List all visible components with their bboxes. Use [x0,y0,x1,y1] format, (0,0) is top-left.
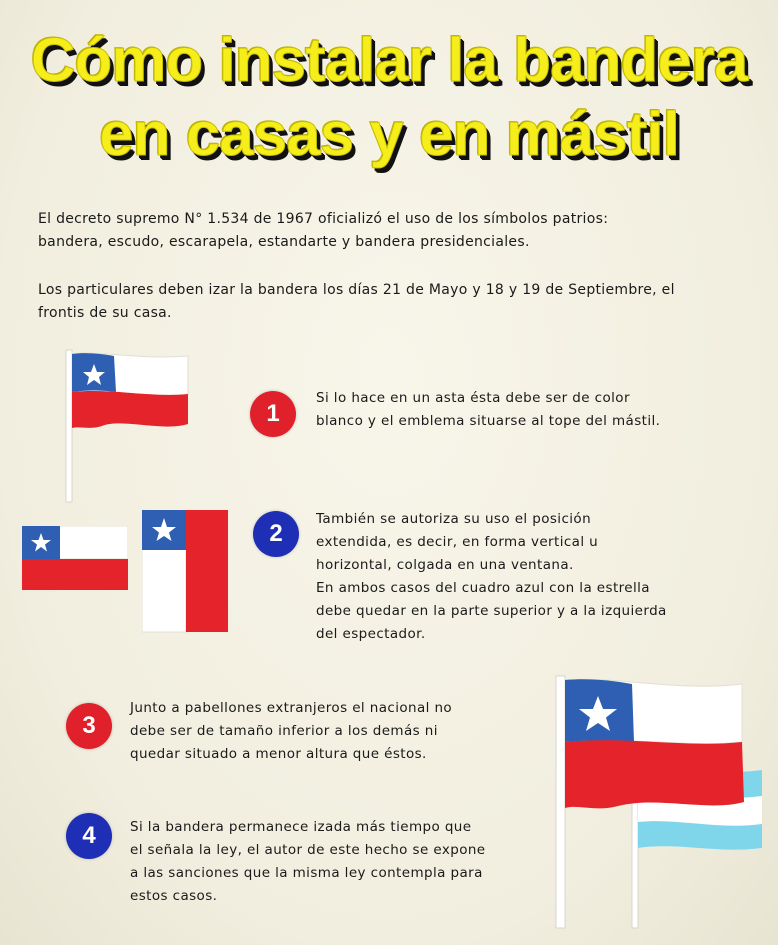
intro-p1-line-1: El decreto supremo N° 1.534 de 1967 oficializó el uso de los símbolos patrios: [38,211,609,227]
flag-on-pole-icon [62,348,194,504]
step-3-line-2: debe ser de tamaño inferior a los demás ni [130,723,438,739]
step-4-line-1: Si la bandera permanece izada más tiempo que [130,819,472,835]
intro-paragraph-1 [38,208,758,254]
step-2-badge: 2 [253,511,299,557]
step-1-line-1: Si lo hace en un asta ésta debe ser de color [316,390,630,406]
step-2-line-5: debe quedar en la parte superior y a la izquierda [316,603,667,619]
step-2-line-1: También se autoriza su uso el posición [316,511,592,527]
step-4-line-3: a las sanciones que la misma ley contempla para [130,865,483,881]
step-4-line-4: estos casos. [130,888,218,904]
title-line-1: Cómo instalar la bandera [30,26,748,95]
flag-horizontal-icon [22,526,128,592]
step-2-line-4: En ambos casos del cuadro azul con la estrella [316,580,650,596]
step-1-text [316,387,736,433]
step-2-line-3: horizontal, colgada en una ventana. [316,557,574,573]
flag-vertical-icon [142,510,230,634]
step-3-line-3: quedar situado a menor altura que éstos. [130,746,427,762]
step-2-text [316,508,736,646]
flags-with-foreign-icon [548,672,768,930]
intro-p2-line-2: frontis de su casa. [38,305,172,321]
step-1-badge: 1 [250,391,296,437]
step-4-text [130,816,540,908]
step-3-line-1: Junto a pabellones extranjeros el nacional no [130,700,453,716]
step-4-badge: 4 [66,813,112,859]
intro-p2-line-1: Los particulares deben izar la bandera los días 21 de Mayo y 18 y 19 de Septiembre, el [38,282,675,298]
step-4-line-2: el señala la ley, el autor de este hecho se expone [130,842,486,858]
step-2-line-2: extendida, es decir, en forma vertical u [316,534,599,550]
step-1-line-2: blanco y el emblema situarse al tope del mástil. [316,413,661,429]
title-line-2: en casas y en mástil [99,100,679,169]
step-2-line-6: del espectador. [316,626,426,642]
intro-p1-line-2: bandera, escudo, escarapela, estandarte y bandera presidenciales. [38,234,530,250]
intro-paragraph-2 [38,279,758,325]
step-3-badge: 3 [66,703,112,749]
step-3-text [130,697,530,766]
